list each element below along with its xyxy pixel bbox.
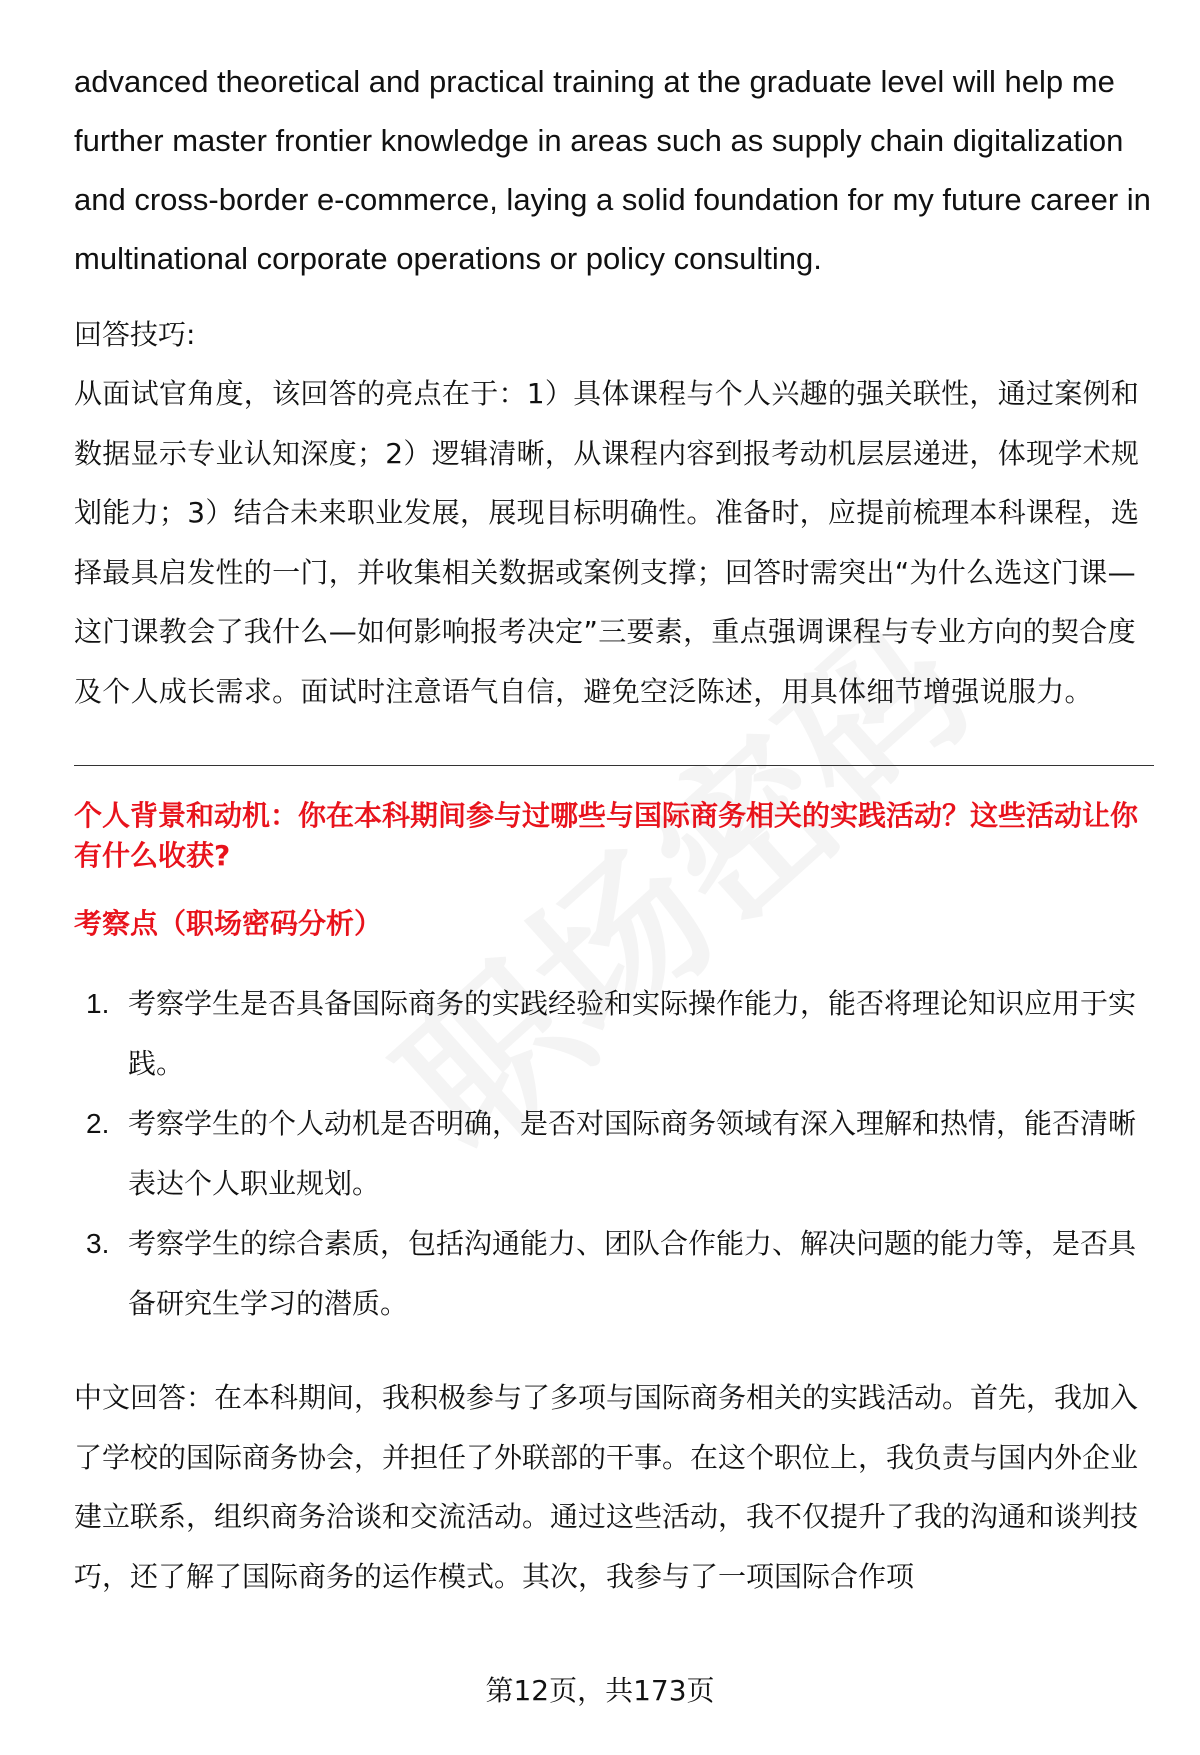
item-text: 考察学生的个人动机是否明确，是否对国际商务领域有深入理解和热情，能否清晰表达个人职业规划。 [128, 1107, 1137, 1200]
assessment-item [74, 1214, 1154, 1334]
tips-label: 回答技巧: [74, 318, 196, 351]
document-page [74, 52, 1154, 1606]
section-divider [74, 765, 1154, 766]
assessment-heading: 考察点（职场密码分析） [74, 907, 383, 940]
page-footer: 第12页，共173页 [485, 1674, 715, 1707]
item-text: 考察学生是否具备国际商务的实践经验和实际操作能力，能否将理论知识应用于实践。 [128, 987, 1137, 1080]
answer-text: 在本科期间，我积极参与了多项与国际商务相关的实践活动。首先，我加入了学校的国际商务协会，并担任了外联部的干事。在这个职位上，我负责与国内外企业建立联系，组织商务洽谈和交流活动。通过这些活动，我不仅提升了我的沟通和谈判技巧，还了解了国际商务的运作模式。其次，我参与了一项国际合作项 [74, 1381, 1139, 1593]
assessment-item [74, 1094, 1154, 1214]
tips-paragraph: 从面试官角度，该回答的亮点在于：1）具体课程与个人兴趣的强关联性，通过案例和数据显示专业认知深度；2）逻辑清晰，从课程内容到报考动机层层递进，体现学术规划能力；3）结合未来职业发展，展现目标明确性。准备时，应提前梳理本科课程，选择最具启发性的一门，并收集相关数据或案例支撑；回答时需突出“为什么选这门课—这门课教会了我什么—如何影响报考决定”三要素，重点强调课程与专业方向的契合度及个人成长需求。面试时注意语气自信，避免空泛陈述，用具体细节增强说服力。 [74, 377, 1140, 708]
item-number: 3. [86, 1228, 110, 1259]
intro-english-paragraph: advanced theoretical and practical training at the graduate level will help me further master frontier knowledge in areas such as supply chain digitalization and cross-border e-commerce, laying a solid foundation for my future career in multinational corporate operations or policy consulting. [74, 64, 1151, 276]
assessment-item [74, 974, 1154, 1094]
item-number: 1. [86, 988, 110, 1019]
answer-paragraph [74, 1368, 1154, 1606]
answer-label: 中文回答： [74, 1381, 215, 1414]
item-text: 考察学生的综合素质，包括沟通能力、团队合作能力、解决问题的能力等，是否具备研究生学习的潜质。 [128, 1227, 1137, 1320]
item-number: 2. [86, 1108, 110, 1139]
question-heading: 个人背景和动机：你在本科期间参与过哪些与国际商务相关的实践活动？这些活动让你有什么收获? [74, 799, 1139, 872]
assessment-list [74, 974, 1154, 1334]
